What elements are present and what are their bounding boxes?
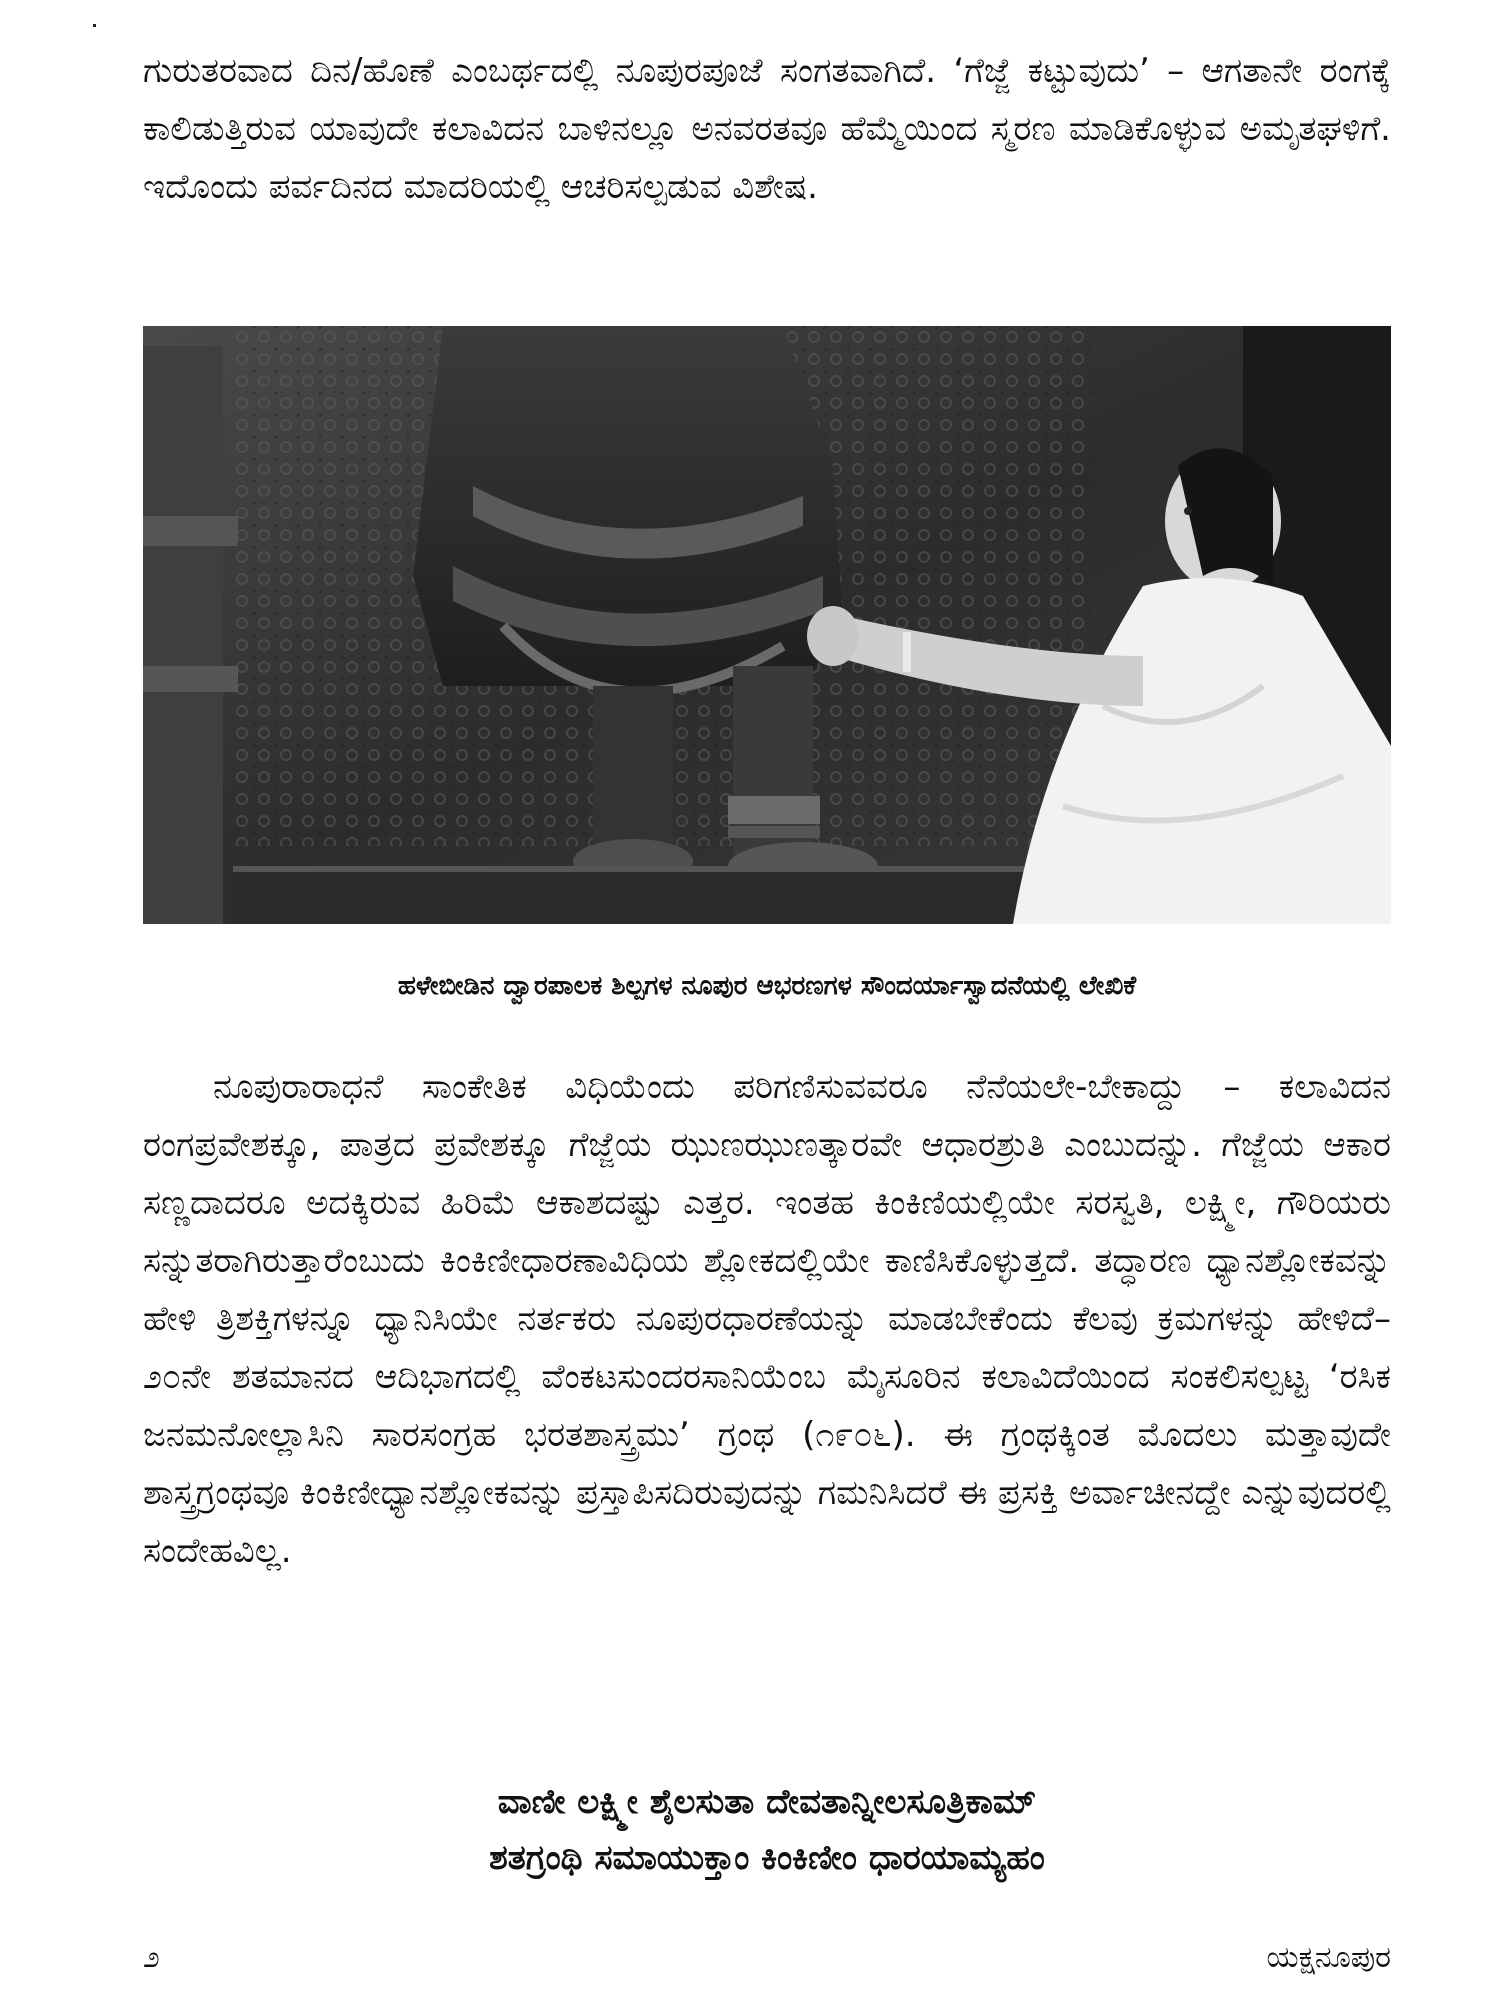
running-title: ಯಕ್ಷನೂಪುರ (1266, 1940, 1391, 1975)
photo-illustration (143, 326, 1391, 924)
paragraph-intro: ಗುರುತರವಾದ ದಿನ/ಹೊಣೆ ಎಂಬರ್ಥದಲ್ಲಿ ನೂಪುರಪೂಜೆ ಸಂಗತವಾಗಿದೆ. ‘ಗೆಜ್ಜೆ ಕಟ್ಟುವುದು’ – ಆಗತಾನೇ ರಂಗಕ್ಕೆ ಕಾಲಿಡುತ್ತಿರುವ ಯಾವುದೇ ಕಲಾವಿದನ ಬಾಳಿನಲ್ಲೂ ಅನವರತವೂ ಹೆಮ್ಮೆಯಿಂದ ಸ್ಮರಣ ಮಾಡಿಕೊಳ್ಳುವ ಅಮೃತಘಳಿಗೆ. ಇದೊಂದು ಪರ್ವದಿನದ ಮಾದರಿಯಲ್ಲಿ ಆಚರಿಸಲ್ಪಡುವ ವಿಶೇಷ. (143, 51, 1391, 207)
page-number: ೨ (143, 1940, 160, 1975)
verse-line-2: ಶತಗ್ರಂಥಿ ಸಮಾಯುಕ್ತಾಂ ಕಿಂಕಿಣೀಂ ಧಾರಯಾಮ್ಯಹಂ (489, 1838, 1045, 1878)
scan-speck (93, 24, 96, 27)
sanskrit-verse (143, 1774, 1391, 1886)
paragraph-main: ನೂಪುರಾರಾಧನೆ ಸಾಂಕೇತಿಕ ವಿಧಿಯೆಂದು ಪರಿಗಣಿಸುವವರೂ ನೆನೆಯಲೇ-ಬೇಕಾದ್ದು – ಕಲಾವಿದನ ರಂಗಪ್ರವೇಶಕ್ಕೂ, ಪಾತ್ರದ ಪ್ರವೇಶಕ್ಕೂ ಗೆಜ್ಜೆಯ ಝುಣಝುಣತ್ಕಾರವೇ ಆಧಾರಶ್ರುತಿ ಎಂಬುದನ್ನು. ಗೆಜ್ಜೆಯ ಆಕಾರ ಸಣ್ಣದಾದರೂ ಅದಕ್ಕಿರುವ ಹಿರಿಮೆ ಆಕಾಶದಷ್ಟು ಎತ್ತರ. ಇಂತಹ ಕಿಂಕಿಣಿಯಲ್ಲಿಯೇ ಸರಸ್ವತಿ, ಲಕ್ಷ್ಮೀ, ಗೌರಿಯರು ಸನ್ನುತರಾಗಿರುತ್ತಾರೆಂಬುದು ಕಿಂಕಿಣೀಧಾರಣಾವಿಧಿಯ ಶ್ಲೋಕದಲ್ಲಿಯೇ ಕಾಣಿಸಿಕೊಳ್ಳುತ್ತದೆ. ತದ್ಧಾರಣ ಧ್ಯಾನಶ್ಲೋಕವನ್ನು ಹೇಳಿ ತ್ರಿಶಕ್ತಿಗಳನ್ನೂ ಧ್ಯಾನಿಸಿಯೇ ನರ್ತಕರು ನೂಪುರಧಾರಣೆಯನ್ನು ಮಾಡಬೇಕೆಂದು ಕೆಲವು ಕ್ರಮಗಳನ್ನು ಹೇಳಿದೆ– ೨೦ನೇ ಶತಮಾನದ ಆದಿಭಾಗದಲ್ಲಿ ವೆಂಕಟಸುಂದರಸಾನಿಯೆಂಬ ಮೈಸೂರಿನ ಕಲಾವಿದೆಯಿಂದ ಸಂಕಲಿಸಲ್ಪಟ್ಟ ‘ರಸಿಕ ಜನಮನೋಲ್ಲಾಸಿನಿ ಸಾರಸಂಗ್ರಹ ಭರತಶಾಸ್ತ್ರಮು’ ಗ್ರಂಥ (೧೯೦೬). ಈ ಗ್ರಂಥಕ್ಕಿಂತ ಮೊದಲು ಮತ್ತಾವುದೇ ಶಾಸ್ತ್ರಗ್ರಂಥವೂ ಕಿಂಕಿಣೀಧ್ಯಾನಶ್ಲೋಕವನ್ನು ಪ್ರಸ್ತಾಪಿಸದಿರುವುದನ್ನು ಗಮನಿಸಿದರೆ ಈ ಪ್ರಸಕ್ತಿ ಅರ್ವಾಚೀನದ್ದೇ ಎನ್ನುವುದರಲ್ಲಿ ಸಂದೇಹವಿಲ್ಲ. (143, 1067, 1391, 1571)
photo-caption: ಹಳೇಬೀಡಿನ ದ್ವಾರಪಾಲಕ ಶಿಲ್ಪಗಳ ನೂಪುರ ಆಭರಣಗಳ ಸೌಂದರ್ಯಾಸ್ವಾದನೆಯಲ್ಲಿ ಲೇಖಿಕೆ (397, 971, 1137, 1001)
sculpture-photo (143, 326, 1391, 924)
verse-line-1: ವಾಣೀ ಲಕ್ಷ್ಮೀ ಶೈಲಸುತಾ ದೇವತಾನ್ನೀಲಸೂತ್ರಿಕಾಮ್ (497, 1782, 1037, 1822)
